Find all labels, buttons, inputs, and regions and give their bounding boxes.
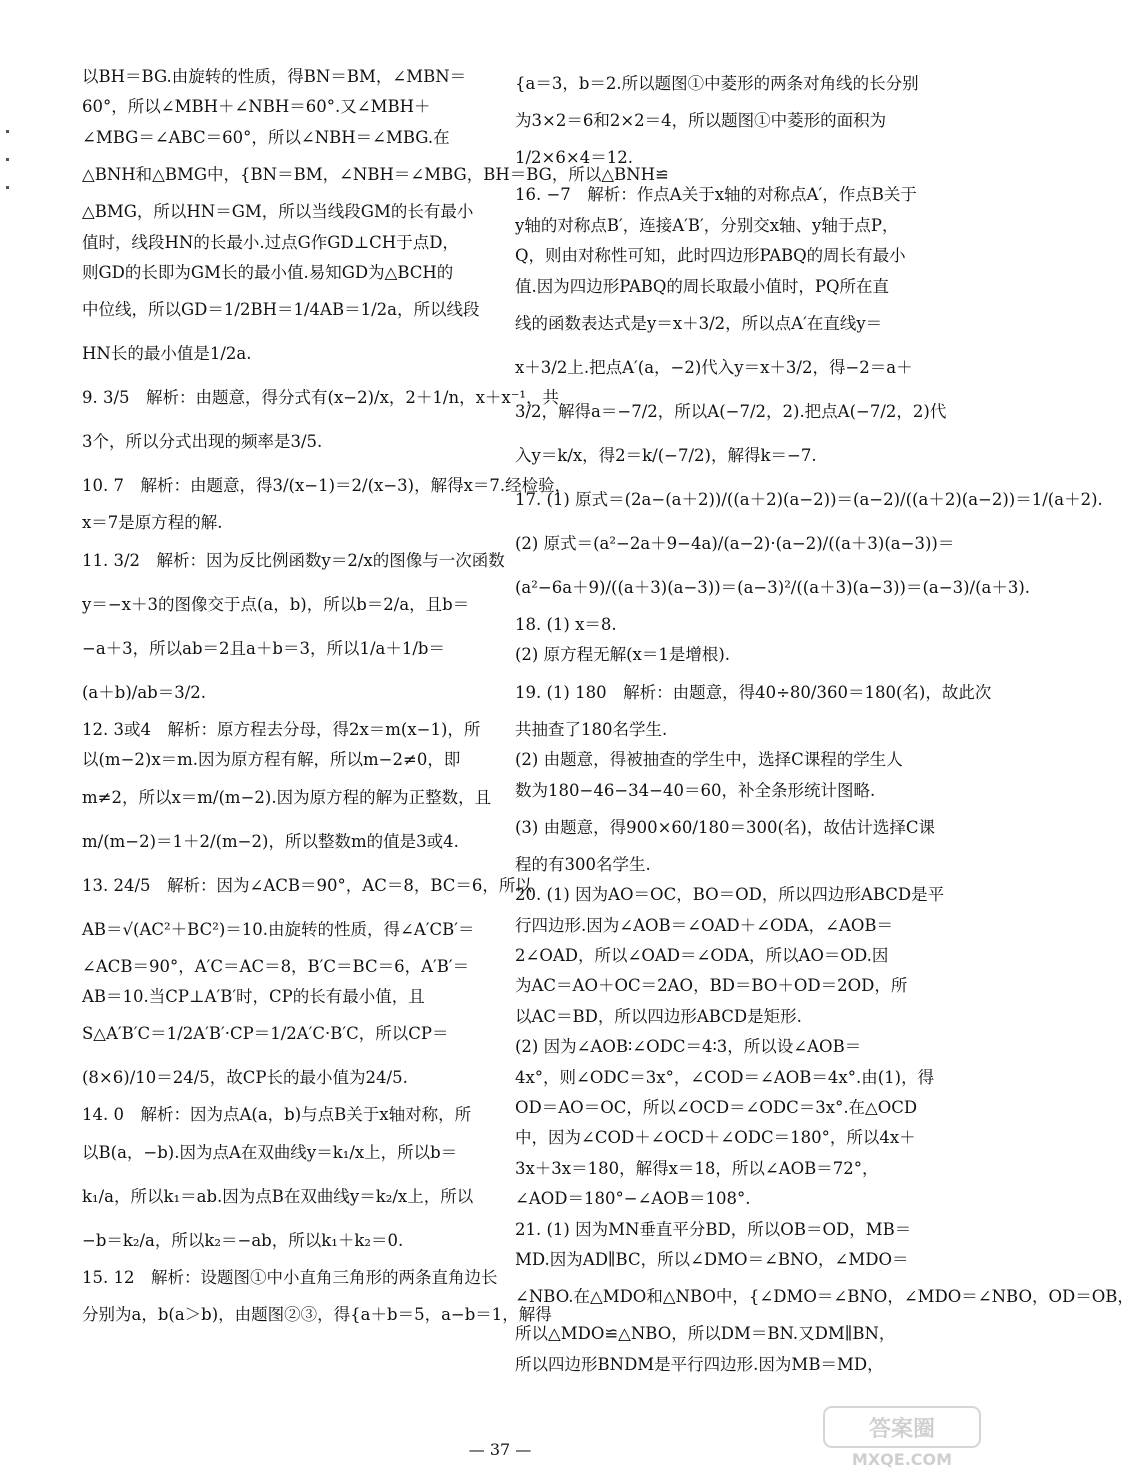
text-line: y轴的对称点B′，连接A′B′，分别交x轴、y轴于点P， <box>515 215 899 235</box>
text-line: 以AC＝BD，所以四边形ABCD是矩形. <box>515 1006 802 1026</box>
text-line: 3x＋3x＝180，解得x＝18，所以∠AOB＝72°， <box>515 1158 879 1178</box>
text-line: (2) 原方程无解(x＝1是增根). <box>515 645 731 665</box>
text-line: 值.因为四边形PABQ的周长取最小值时，PQ所在直 <box>515 276 890 296</box>
text-line: (2) 由题意，得被抽查的学生中，选择C课程的学生人 <box>515 750 903 770</box>
text-line: AB＝√(AC²＋BC²)＝10.由旋转的性质，得∠A′CB′＝ <box>82 919 475 939</box>
text-line: m/(m−2)＝1＋2/(m−2)，所以整数m的值是3或4. <box>82 831 459 851</box>
text-line: 14. 0 解析：因为点A(a，b)与点B关于x轴对称，所 <box>82 1105 472 1125</box>
text-line: (a＋b)/ab＝3/2. <box>82 682 207 702</box>
watermark-logo <box>822 1401 982 1471</box>
text-line: (a²−6a＋9)/((a＋3)(a−3))＝(a−3)²/((a＋3)(a−3))＝(a−3)/(a＋3). <box>515 577 1031 597</box>
text-line: ∠NBO.在△MDO和△NBO中，{∠DMO＝∠BNO，∠MDO＝∠NBO，OD＝OB， <box>515 1287 1134 1307</box>
text-line: m≠2，所以x＝m/(m−2).因为原方程的解为正整数，且 <box>82 787 492 807</box>
text-line: ∠MBG＝∠ABC＝60°，所以∠NBH＝∠MBG.在 <box>82 127 450 147</box>
text-line: ∠ACB＝90°，A′C＝AC＝8，B′C＝BC＝6，A′B′＝ <box>82 956 470 976</box>
text-line: 4x°，则∠ODC＝3x°，∠COD＝∠AOB＝4x°.由(1)，得 <box>515 1067 935 1087</box>
text-line: 18. (1) x＝8. <box>515 614 617 634</box>
svg-text:答案圈: 答案圈 <box>868 1417 936 1442</box>
text-line: 21. (1) 因为MN垂直平分BD，所以OB＝OD，MB＝ <box>515 1219 912 1239</box>
text-line: 以(m−2)x＝m.因为原方程有解，所以m−2≠0，即 <box>82 750 461 770</box>
text-line: 数为180−46−34−40＝60，补全条形统计图略. <box>515 780 876 800</box>
text-line: 以B(a，−b).因为点A在双曲线y＝k₁/x上，所以b＝ <box>82 1142 458 1162</box>
text-line: 共抽查了180名学生. <box>515 719 668 739</box>
text-line: y＝−x＋3的图像交于点(a，b)，所以b＝2/a，且b＝ <box>82 594 470 614</box>
text-line: k₁/a，所以k₁＝ab.因为点B在双曲线y＝k₂/x上，所以 <box>82 1186 474 1206</box>
text-line: −b＝k₂/a，所以k₂＝−ab，所以k₁＋k₂＝0. <box>82 1230 404 1250</box>
text-line: 9. 3/5 解析：由题意，得分式有(x−2)/x，2＋1/n，x＋x⁻¹，共 <box>82 388 560 408</box>
text-line: 1/2×6×4＝12. <box>515 148 633 168</box>
text-line: 所以△MDO≌△NBO，所以DM＝BN.又DM∥BN， <box>515 1324 896 1344</box>
text-line: 入y＝k/x，得2＝k/(−7/2)，解得k＝−7. <box>515 445 817 465</box>
text-line: Q，则由对称性可知，此时四边形PABQ的周长有最小 <box>515 246 906 266</box>
text-line: 13. 24/5 解析：因为∠ACB＝90°，AC＝8，BC＝6，所以 <box>82 875 532 895</box>
text-line: x＝7是原方程的解. <box>82 513 223 533</box>
text-line: 12. 3或4 解析：原方程去分母，得2x＝m(x−1)，所 <box>82 719 481 739</box>
text-line: 分别为a，b(a＞b)，由题图②③，得{a＋b＝5，a−b＝1，解得 <box>82 1305 552 1325</box>
text-line: 程的有300名学生. <box>515 854 651 874</box>
text-line: 2∠OAD，所以∠OAD＝∠ODA，所以AO＝OD.因 <box>515 946 889 966</box>
text-line: 为AC＝AO＋OC＝2AO，BD＝BO＋OD＝2OD，所 <box>515 976 908 996</box>
text-line: (2) 原式＝(a²−2a＋9−4a)/(a−2)·(a−2)/((a＋3)(a−3))＝ <box>515 533 955 553</box>
text-line: S△A′B′C＝1/2A′B′·CP＝1/2A′C·B′C，所以CP＝ <box>82 1024 449 1044</box>
text-line: 值时，线段HN的长最小.过点G作GD⊥CH于点D， <box>82 232 459 252</box>
svg-text:MXQE.COM: MXQE.COM <box>851 1450 953 1469</box>
text-line: 15. 12 解析：设题图①中小直角三角形的两条直角边长 <box>82 1267 498 1287</box>
text-line: 19. (1) 180 解析：由题意，得40÷80/360＝180(名)，故此次 <box>515 682 992 702</box>
page-number: — 37 — <box>468 1440 532 1459</box>
text-line: 20. (1) 因为AO＝OC，BO＝OD，所以四边形ABCD是平 <box>515 885 945 905</box>
text-line: (2) 因为∠AOB∶∠ODC＝4∶3，所以设∠AOB＝ <box>515 1037 862 1057</box>
text-line: x＋3/2上.把点A′(a，−2)代入y＝x＋3/2，得−2＝a＋ <box>515 357 913 377</box>
text-line: {a＝3，b＝2.所以题图①中菱形的两条对角线的长分别 <box>515 74 919 93</box>
text-line: 16. −7 解析：作点A关于x轴的对称点A′，作点B关于 <box>515 185 917 205</box>
text-line: 中，因为∠COD＋∠OCD＋∠ODC＝180°，所以4x＋ <box>515 1128 916 1148</box>
text-line: 所以四边形BNDM是平行四边形.因为MB＝MD， <box>515 1354 884 1374</box>
text-line: (8×6)/10＝24/5，故CP长的最小值为24/5. <box>82 1068 408 1088</box>
text-line: 线的函数表达式是y＝x＋3/2，所以点A′在直线y＝ <box>515 313 883 333</box>
text-line: HN长的最小值是1/2a. <box>82 344 252 364</box>
text-line: 为3×2＝6和2×2＝4，所以题图①中菱形的面积为 <box>515 111 887 130</box>
text-line: 以BH＝BG.由旋转的性质，得BN＝BM，∠MBN＝ <box>82 67 467 86</box>
text-line: 3/2，解得a＝−7/2，所以A(−7/2，2).把点A(−7/2，2)代 <box>515 401 947 421</box>
text-line: 3个，所以分式出现的频率是3/5. <box>82 432 323 452</box>
text-line: MD.因为AD∥BC，所以∠DMO＝∠BNO，∠MDO＝ <box>515 1249 909 1269</box>
text-line: 中位线，所以GD＝1/2BH＝1/4AB＝1/2a，所以线段 <box>82 300 480 320</box>
text-line: 11. 3/2 解析：因为反比例函数y＝2/x的图像与一次函数 <box>82 550 505 570</box>
text-line: △BNH和△BMG中，{BN＝BM，∠NBH＝∠MBG，BH＝BG，所以△BNH≌ <box>82 165 669 185</box>
text-line: 行四边形.因为∠AOB＝∠OAD＋∠ODA，∠AOB＝ <box>515 915 894 935</box>
text-line: (3) 由题意，得900×60/180＝300(名)，故估计选择C课 <box>515 817 935 837</box>
text-line: 10. 7 解析：由题意，得3/(x−1)＝2/(x−3)，解得x＝7.经检验， <box>82 476 572 496</box>
text-line: 17. (1) 原式＝(2a−(a＋2))/((a＋2)(a−2))＝(a−2)/((a＋2)(a−2))＝1/(a＋2). <box>515 489 1103 509</box>
right-column <box>515 62 1134 1380</box>
text-line: OD＝AO＝OC，所以∠OCD＝∠ODC＝3x°.在△OCD <box>515 1098 918 1118</box>
text-line: 60°，所以∠MBH＋∠NBH＝60°.又∠MBH＋ <box>82 97 431 117</box>
margin-marks <box>6 130 12 210</box>
text-line: −a＋3，所以ab＝2且a＋b＝3，所以1/a＋1/b＝ <box>82 638 445 658</box>
text-line: ∠AOD＝180°−∠AOB＝108°. <box>515 1189 751 1209</box>
text-line: AB＝10.当CP⊥A′B′时，CP的长有最小值，且 <box>82 986 425 1006</box>
text-line: △BMG，所以HN＝GM，所以当线段GM的长有最小 <box>82 202 474 222</box>
text-line: 则GD的长即为GM长的最小值.易知GD为△BCH的 <box>82 262 454 282</box>
